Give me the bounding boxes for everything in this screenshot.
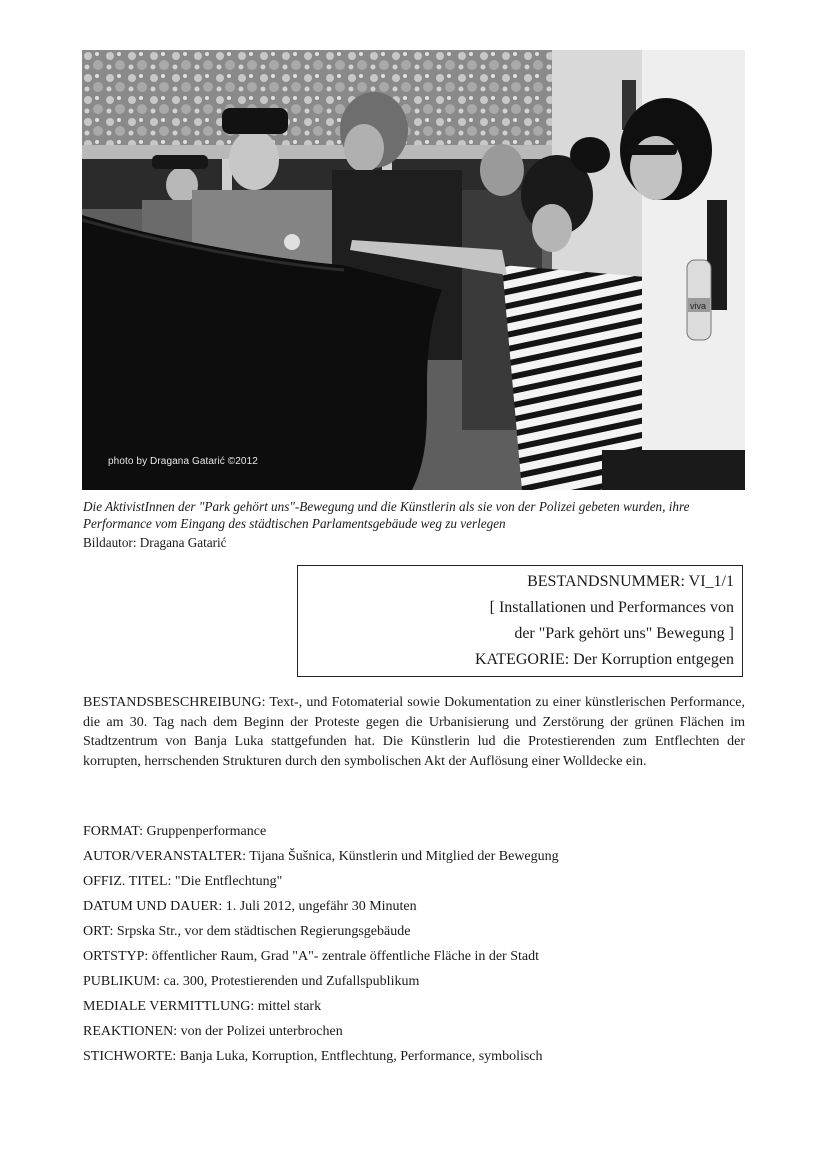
inventory-collection-line1: [ Installationen und Performances von [489, 599, 734, 616]
field-media: MEDIALE VERMITTLUNG: mittel stark [83, 999, 322, 1014]
inventory-category: KATEGORIE: Der Korruption entgegen [474, 651, 734, 668]
photo-author: Bildautor: Dragana Gatarić [83, 535, 227, 550]
field-audience: PUBLIKUM: ca. 300, Protestierenden und Zufallspublikum [83, 974, 420, 989]
field-format: FORMAT: Gruppenperformance [83, 824, 267, 839]
field-author: AUTOR/VERANSTALTER: Tijana Šušnica, Künstlerin und Mitglied der Bewegung [83, 849, 559, 864]
inventory-box [297, 565, 743, 677]
field-date: DATUM UND DAUER: 1. Juli 2012, ungefähr 30 Minuten [83, 899, 417, 914]
inventory-collection-line2: der "Park gehört uns" Bewegung ] [514, 625, 734, 642]
photo-credit: photo by Dragana Gatarić ©2012 [108, 456, 258, 467]
photo-illustration [82, 50, 745, 490]
field-title: OFFIZ. TITEL: "Die Entflechtung" [83, 874, 283, 889]
inventory-number: BESTANDSNUMMER: VI_1/1 [527, 573, 734, 590]
field-reactions: REAKTIONEN: von der Polizei unterbrochen [83, 1024, 343, 1039]
inventory-description: BESTANDSBESCHREIBUNG: Text-, und Fotomaterial sowie Dokumentation zu einer künstlerischen Performance, die am 30. Tag nach dem Beginn der Proteste gegen die Urbanisierung und Zerstörung der grünen Flächen im Stadtzentrum von Banja Luka stattgefunden hat. Die Künstlerin lud die Protestierenden zum Entflechten der korrupten, herrschenden Strukturen durch den symbolischen Akt der Auflösung einer Wolldecke ein. [83, 695, 745, 769]
bottle-label: viva [690, 301, 707, 311]
photo-caption: Die AktivistInnen der "Park gehört uns"-Bewegung und die Künstlerin als sie von der Polizei gebeten wurden, ihre Performance vom Eingang des städtischen Parlamentsgebäude weg zu verlegen [83, 499, 690, 531]
metadata-list [83, 819, 745, 1069]
field-keywords: STICHWORTE: Banja Luka, Korruption, Entflechtung, Performance, symbolisch [83, 1049, 543, 1064]
field-location: ORT: Srpska Str., vor dem städtischen Regierungsgebäude [83, 924, 411, 939]
protest-photo [82, 50, 745, 490]
field-location-type: ORTSTYP: öffentlicher Raum, Grad "A"- zentrale öffentliche Fläche in der Stadt [83, 949, 539, 964]
